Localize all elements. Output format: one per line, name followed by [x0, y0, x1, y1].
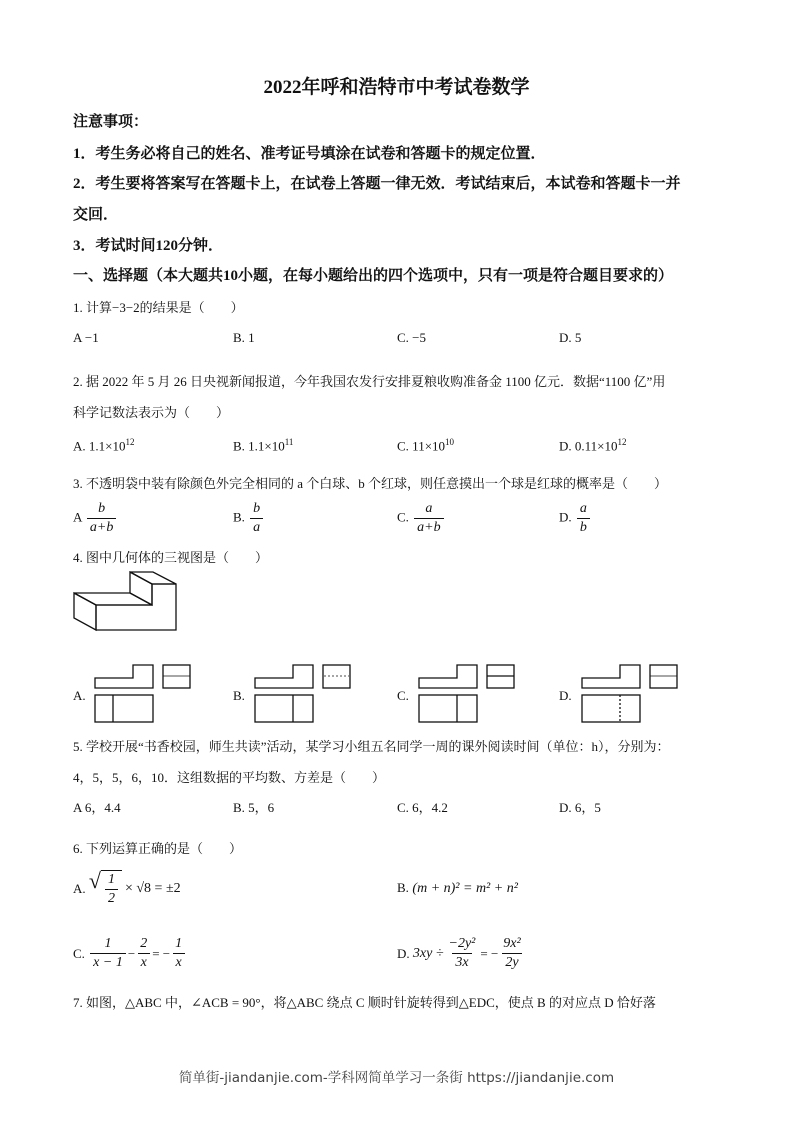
option-label: A. — [73, 881, 86, 896]
q3-option-c[interactable] — [397, 500, 446, 537]
operator: − — [127, 945, 136, 961]
numerator: 1 — [104, 936, 112, 951]
option-label: C. — [397, 509, 409, 525]
operator: = − — [480, 945, 499, 961]
fraction — [172, 935, 185, 972]
q1-option-c[interactable]: C. −5 — [397, 330, 427, 345]
option-label: D. — [397, 945, 410, 961]
operator: = − — [152, 945, 171, 961]
option-label: B. — [233, 509, 245, 525]
denominator: a+b — [414, 518, 443, 537]
fraction — [250, 500, 263, 537]
fraction — [90, 935, 126, 972]
q3-option-b[interactable] — [233, 500, 265, 537]
q4-option-b-views[interactable] — [253, 663, 353, 725]
expression-tail: × √8 = ±2 — [124, 881, 181, 896]
q5-option-a[interactable]: A 6，4.4 — [73, 800, 121, 815]
q4-option-b[interactable]: B. — [233, 688, 245, 703]
numerator: 2 — [140, 936, 148, 951]
question-7-stem: 7. 如图，△ABC 中，∠ACB = 90°，将△ABC 绕点 C 顺时针旋转得到△EDC，使点 B 的对应点 D 恰好落 — [73, 995, 656, 1010]
numerator: a — [425, 501, 433, 516]
question-4-stem: 4. 图中几何体的三视图是（ ） — [73, 550, 269, 565]
numerator: −2y² — [448, 936, 476, 951]
option-base: 0.11×10 — [574, 438, 618, 454]
q6-option-b[interactable] — [397, 880, 518, 897]
denominator: b — [577, 518, 590, 537]
q3-option-d[interactable] — [559, 500, 592, 537]
q5-option-c[interactable]: C. 6，4.2 — [397, 800, 448, 815]
expression-prefix: 3xy ÷ — [412, 945, 444, 961]
fraction — [137, 935, 150, 972]
question-6-stem: 6. 下列运算正确的是（ ） — [73, 841, 243, 856]
question-5-stem-line1: 5. 学校开展“书香校园，师生共读”活动，某学习小组五名同学一周的课外阅读时间（单位：h），分别为： — [73, 739, 670, 754]
numerator: 1 — [175, 936, 183, 951]
denominator: x — [173, 953, 185, 972]
q4-option-c-views[interactable] — [417, 663, 517, 725]
q2-option-b[interactable] — [233, 437, 293, 454]
option-label: A — [73, 509, 82, 525]
q2-option-a[interactable] — [73, 437, 134, 454]
q3-option-a[interactable] — [73, 500, 118, 537]
option-exponent: 12 — [617, 437, 627, 447]
fraction — [500, 935, 523, 972]
option-label: B. — [397, 880, 409, 895]
denominator: a — [250, 518, 263, 537]
q4-option-d-views[interactable] — [580, 663, 680, 725]
q1-option-a[interactable]: A −1 — [73, 330, 99, 345]
q5-option-b[interactable]: B. 5，6 — [233, 800, 275, 815]
square-root — [89, 870, 122, 908]
option-label: D. — [559, 509, 572, 525]
option-base: 1.1×10 — [248, 438, 285, 454]
q6-option-d[interactable] — [397, 935, 526, 972]
expression: (m + n)² = m² + n² — [412, 881, 518, 896]
q2-option-c[interactable] — [397, 437, 454, 454]
q4-option-a[interactable]: A. — [73, 688, 86, 703]
denominator: 3x — [452, 953, 471, 972]
option-exponent: 12 — [125, 437, 135, 447]
q5-option-d[interactable]: D. 6，5 — [559, 800, 601, 815]
option-base: 1.1×10 — [88, 438, 126, 454]
q1-option-b[interactable]: B. 1 — [233, 330, 255, 345]
fraction — [87, 500, 116, 537]
option-label: A. — [73, 438, 86, 454]
numerator: 9x² — [503, 936, 521, 951]
denominator: x — [138, 953, 150, 972]
question-2-stem-line2: 科学记数法表示为（ ） — [73, 405, 230, 420]
q1-option-d[interactable]: D. 5 — [559, 330, 582, 345]
option-label: D. — [559, 438, 572, 454]
option-label: C. — [397, 438, 409, 454]
fraction — [577, 500, 590, 537]
notice-item-3: 3．考试时间120分钟． — [73, 238, 224, 254]
geometry-solid-figure — [70, 570, 200, 635]
notice-heading: 注意事项： — [73, 114, 149, 130]
denominator: 2y — [502, 953, 521, 972]
option-label: C. — [73, 945, 85, 961]
notice-item-2: 2．考生要将答案写在答题卡上，在试卷上答题一律无效．考试结束后，本试卷和答题卡一并 — [73, 176, 681, 192]
q6-option-a[interactable] — [73, 870, 181, 908]
numerator: b — [253, 501, 261, 516]
fraction — [446, 935, 479, 972]
denominator: a+b — [87, 518, 116, 537]
question-2-stem-line1: 2. 据 2022 年 5 月 26 日央视新闻报道，今年我国农发行安排夏粮收购准备金 1100 亿元．数据“1100 亿”用 — [73, 374, 666, 389]
numerator: 1 — [107, 872, 115, 887]
question-5-stem-line2: 4，5，5，6，10．这组数据的平均数、方差是（ ） — [73, 770, 386, 785]
q4-option-d[interactable]: D. — [559, 688, 572, 703]
q4-option-c[interactable]: C. — [397, 688, 409, 703]
radical-sign-icon: √ — [88, 868, 101, 893]
question-1-stem: 1. 计算−3−2的结果是（ ） — [73, 300, 244, 315]
numerator: b — [98, 501, 106, 516]
fraction — [105, 871, 118, 908]
notice-item-2-cont: 交回． — [73, 207, 119, 223]
option-base: 11×10 — [412, 438, 446, 454]
denominator: 2 — [105, 889, 118, 908]
option-exponent: 11 — [284, 437, 294, 447]
q2-option-d[interactable] — [559, 437, 627, 454]
numerator: a — [579, 501, 587, 516]
q6-option-c[interactable] — [73, 935, 187, 972]
fraction — [414, 500, 443, 537]
section-heading: 一、选择题（本大题共10小题，在每小题给出的四个选项中，只有一项是符合题目要求的） — [73, 268, 674, 284]
option-label: B. — [233, 438, 245, 454]
footer-watermark: 简单街-jiandanjie.com-学科网简单学习一条街 https://jiandanjie.com — [178, 1070, 615, 1086]
notice-item-1: 1．考生务必将自己的姓名、准考证号填涂在试卷和答题卡的规定位置． — [73, 146, 546, 162]
option-exponent: 10 — [445, 437, 455, 447]
q4-option-a-views[interactable] — [93, 663, 193, 725]
page-title: 2022年呼和浩特市中考试卷数学 — [263, 77, 530, 98]
denominator: x − 1 — [90, 953, 126, 972]
question-3-stem: 3. 不透明袋中装有除颜色外完全相同的 a 个白球、b 个红球，则任意摸出一个球是红球的概率是（ ） — [73, 476, 668, 491]
